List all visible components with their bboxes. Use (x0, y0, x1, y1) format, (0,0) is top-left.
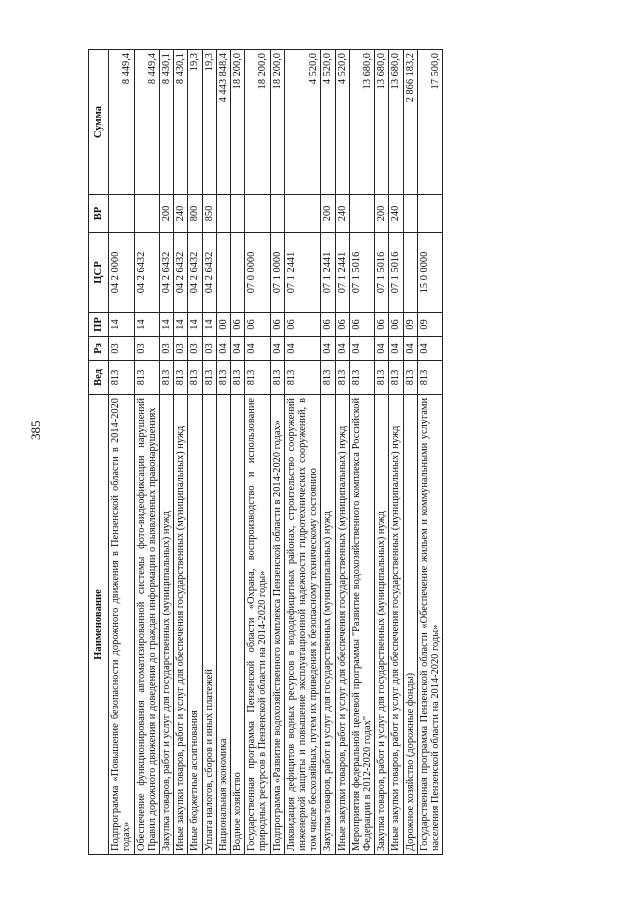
cell-vr: 240 (389, 195, 403, 233)
page-number: 385 (28, 420, 43, 440)
cell-ved: 813 (188, 361, 202, 395)
cell-sum: 13 680,0 (349, 50, 374, 195)
cell-ved: 813 (403, 361, 417, 395)
cell-csr: 07 0 0000 (245, 233, 270, 313)
cell-rz: 03 (160, 337, 174, 361)
cell-vr: 200 (160, 195, 174, 233)
cell-name: Иные закупки товаров, работ и услуг для обеспечения государственных (муниципальных) нужд (174, 395, 188, 855)
cell-vr: 200 (375, 195, 389, 233)
cell-pr: 06 (231, 313, 245, 337)
cell-csr: 04 2 0000 (109, 233, 134, 313)
cell-pr: 06 (270, 313, 284, 337)
cell-vr (109, 195, 134, 233)
cell-name: Иные бюджетные ассигнования (188, 395, 202, 855)
cell-sum: 18 200,0 (270, 50, 284, 195)
cell-pr: 06 (349, 313, 374, 337)
cell-sum: 4 520,0 (321, 50, 335, 195)
cell-csr (403, 233, 417, 313)
cell-csr (231, 233, 245, 313)
cell-pr: 14 (160, 313, 174, 337)
cell-ved: 813 (417, 361, 442, 395)
header-name: Наименование (89, 395, 109, 855)
cell-pr: 06 (375, 313, 389, 337)
cell-rz: 04 (216, 337, 230, 361)
cell-rz: 04 (335, 337, 349, 361)
cell-sum: 13 680,0 (389, 50, 403, 195)
cell-rz: 04 (349, 337, 374, 361)
cell-name: Государственная программа Пензенской области «Обеспечение жильем и коммунальными услугами населения Пензенской области на 2014-2020 годы» (417, 395, 442, 855)
cell-pr: 14 (188, 313, 202, 337)
cell-vr: 240 (174, 195, 188, 233)
cell-name: Государственная программа Пензенской области «Охрана, воспроизводство и использование природных ресурсов в Пензенской области на 2014-2020 годы» (245, 395, 270, 855)
cell-csr: 07 1 5016 (349, 233, 374, 313)
cell-name: Ликвидация дефицитов водных ресурсов в вододефицитных районах, строительство сооружений инженерной защиты и повышение эксплуатационной надежности гидротехнических сооружений, в том числе бесхозяйных, путем их приведения к безопасному техническому состоянию (284, 395, 321, 855)
cell-sum: 4 520,0 (284, 50, 321, 195)
table-row (174, 50, 188, 855)
cell-ved: 813 (349, 361, 374, 395)
cell-rz: 03 (174, 337, 188, 361)
cell-vr: 200 (321, 195, 335, 233)
header-sum: Сумма (89, 50, 109, 195)
cell-rz: 03 (109, 337, 134, 361)
cell-csr: 04 2 6432 (134, 233, 159, 313)
cell-csr: 07 1 5016 (375, 233, 389, 313)
cell-vr (231, 195, 245, 233)
cell-ved: 813 (375, 361, 389, 395)
table-body (109, 50, 443, 855)
cell-csr: 04 2 6432 (160, 233, 174, 313)
table-row (160, 50, 174, 855)
cell-sum: 8 449,4 (134, 50, 159, 195)
cell-sum: 19,3 (188, 50, 202, 195)
table-row (335, 50, 349, 855)
cell-sum: 18 200,0 (245, 50, 270, 195)
cell-rz: 04 (270, 337, 284, 361)
cell-name: Мероприятия федеральной целевой программы "Развитие водохозяйственного комплекса Российской Федерации в 2012-2020 годах" (349, 395, 374, 855)
cell-pr: 06 (245, 313, 270, 337)
cell-name: Иные закупки товаров, работ и услуг для обеспечения государственных (муниципальных) нужд (335, 395, 349, 855)
cell-csr: 04 2 6432 (188, 233, 202, 313)
cell-vr (270, 195, 284, 233)
cell-rz: 04 (231, 337, 245, 361)
cell-pr: 00 (216, 313, 230, 337)
cell-name: Национальная экономика (216, 395, 230, 855)
cell-sum: 2 866 183,2 (403, 50, 417, 195)
table-row (403, 50, 417, 855)
cell-rz: 04 (245, 337, 270, 361)
budget-table (88, 49, 443, 855)
header-ved: Вед (89, 361, 109, 395)
cell-ved: 813 (216, 361, 230, 395)
cell-sum: 8 449,4 (109, 50, 134, 195)
table-header-row (89, 50, 109, 855)
rotated-table-container (88, 50, 608, 855)
table-row (270, 50, 284, 855)
cell-pr: 09 (417, 313, 442, 337)
cell-vr (216, 195, 230, 233)
cell-rz: 04 (375, 337, 389, 361)
cell-sum: 8 430,1 (174, 50, 188, 195)
table-row (216, 50, 230, 855)
cell-sum: 13 680,0 (375, 50, 389, 195)
table-row (375, 50, 389, 855)
cell-rz: 04 (321, 337, 335, 361)
cell-vr: 240 (335, 195, 349, 233)
table-row (188, 50, 202, 855)
cell-vr (417, 195, 442, 233)
cell-sum: 18 200,0 (231, 50, 245, 195)
cell-name: Подпрограмма «Повышение безопасности дорожного движения в Пензенской области в 2014-2020 годах» (109, 395, 134, 855)
header-csr: ЦСР (89, 233, 109, 313)
cell-sum: 19,3 (202, 50, 216, 195)
cell-ved: 813 (109, 361, 134, 395)
table-row (349, 50, 374, 855)
table-row (109, 50, 134, 855)
cell-rz: 03 (202, 337, 216, 361)
table-row (231, 50, 245, 855)
cell-ved: 813 (231, 361, 245, 395)
cell-csr (216, 233, 230, 313)
cell-pr: 06 (321, 313, 335, 337)
cell-pr: 06 (389, 313, 403, 337)
cell-sum: 4 443 848,4 (216, 50, 230, 195)
cell-name: Подпрограмма «Развитие водохозяйственного комплекса Пензенской области в 2014-2020 годах» (270, 395, 284, 855)
cell-ved: 813 (245, 361, 270, 395)
cell-ved: 813 (335, 361, 349, 395)
cell-name: Дорожное хозяйство (дорожные фонды) (403, 395, 417, 855)
cell-ved: 813 (270, 361, 284, 395)
cell-rz: 04 (284, 337, 321, 361)
cell-vr (134, 195, 159, 233)
cell-ved: 813 (134, 361, 159, 395)
table-row (417, 50, 442, 855)
table-row (284, 50, 321, 855)
cell-csr: 04 2 6432 (174, 233, 188, 313)
cell-rz: 03 (134, 337, 159, 361)
table-row (134, 50, 159, 855)
cell-ved: 813 (202, 361, 216, 395)
cell-pr: 14 (202, 313, 216, 337)
cell-vr (403, 195, 417, 233)
cell-name: Закупка товаров, работ и услуг для государственных (муниципальных) нужд (321, 395, 335, 855)
cell-vr: 800 (188, 195, 202, 233)
cell-vr (284, 195, 321, 233)
cell-sum: 4 520,0 (335, 50, 349, 195)
cell-pr: 14 (174, 313, 188, 337)
cell-rz: 04 (417, 337, 442, 361)
cell-sum: 8 430,1 (160, 50, 174, 195)
cell-ved: 813 (321, 361, 335, 395)
cell-csr: 07 1 2441 (335, 233, 349, 313)
cell-ved: 813 (389, 361, 403, 395)
cell-rz: 03 (188, 337, 202, 361)
cell-csr: 07 1 2441 (321, 233, 335, 313)
cell-sum: 17 500,0 (417, 50, 442, 195)
table-row (389, 50, 403, 855)
cell-vr (245, 195, 270, 233)
cell-rz: 04 (403, 337, 417, 361)
cell-csr: 15 0 0000 (417, 233, 442, 313)
table-row (321, 50, 335, 855)
header-pr: ПР (89, 313, 109, 337)
cell-ved: 813 (160, 361, 174, 395)
cell-name: Обеспечение функционирования автоматизированной системы фото-видеофиксации нарушений Правил дорожного движения и доведения до граждан информации о выявленных правонарушениях (134, 395, 159, 855)
header-vr: ВР (89, 195, 109, 233)
cell-vr (349, 195, 374, 233)
cell-pr: 09 (403, 313, 417, 337)
cell-csr: 07 1 0000 (270, 233, 284, 313)
cell-ved: 813 (284, 361, 321, 395)
cell-csr: 07 1 5016 (389, 233, 403, 313)
table-row (202, 50, 216, 855)
table-row (245, 50, 270, 855)
cell-name: Иные закупки товаров, работ и услуг для обеспечения государственных (муниципальных) нужд (389, 395, 403, 855)
cell-pr: 14 (134, 313, 159, 337)
cell-ved: 813 (174, 361, 188, 395)
cell-rz: 04 (389, 337, 403, 361)
cell-csr: 07 1 2441 (284, 233, 321, 313)
cell-pr: 14 (109, 313, 134, 337)
cell-vr: 850 (202, 195, 216, 233)
cell-name: Водное хозяйство (231, 395, 245, 855)
cell-name: Закупка товаров, работ и услуг для государственных (муниципальных) нужд (375, 395, 389, 855)
cell-csr: 04 2 6432 (202, 233, 216, 313)
cell-pr: 06 (335, 313, 349, 337)
cell-name: Уплата налогов, сборов и иных платежей (202, 395, 216, 855)
header-rz: Рз (89, 337, 109, 361)
cell-pr: 06 (284, 313, 321, 337)
cell-name: Закупка товаров, работ и услуг для государственных (муниципальных) нужд (160, 395, 174, 855)
